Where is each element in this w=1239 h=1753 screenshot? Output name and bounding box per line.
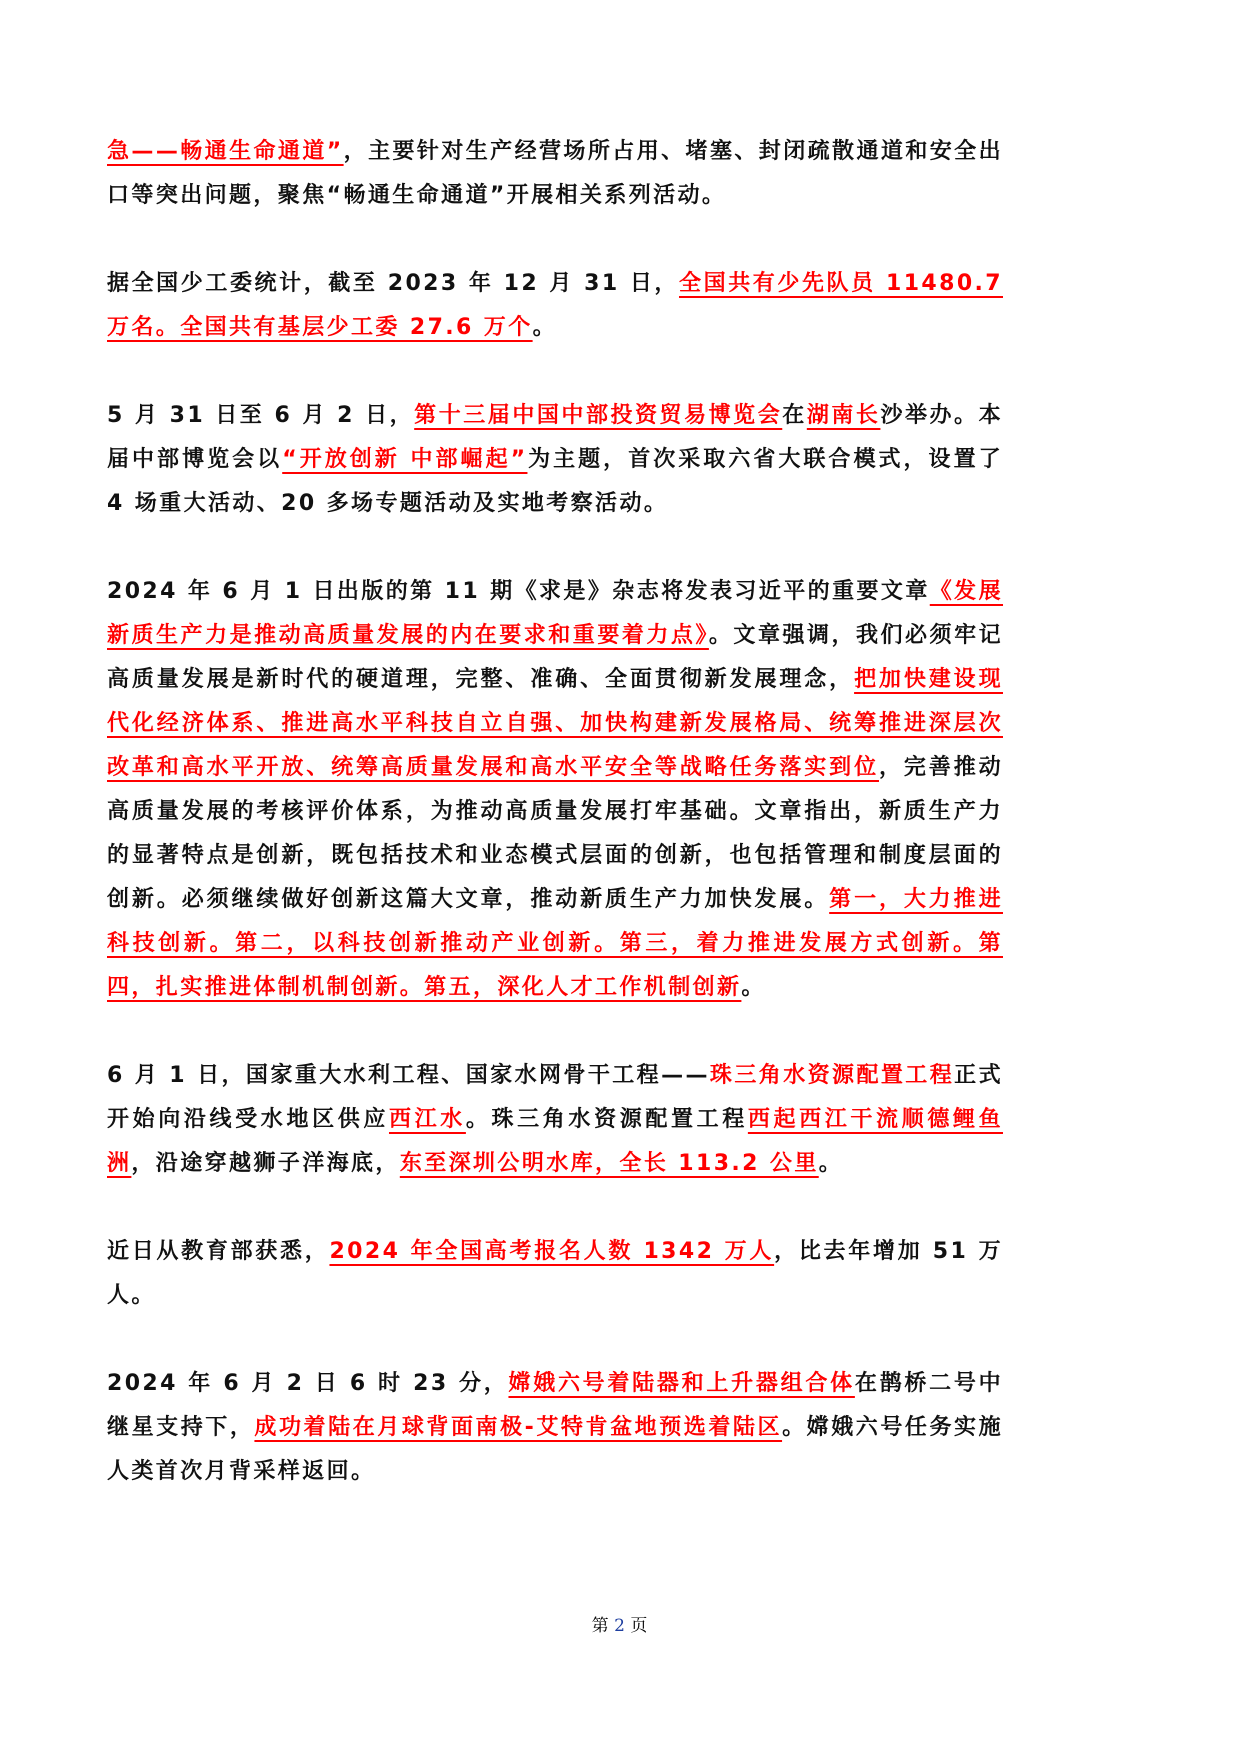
red-text: 珠三角水资源配置工程: [709, 1063, 955, 1088]
highlight-text: 2024 年全国高考报名人数 1342 万人: [329, 1239, 775, 1264]
body-text: 2024 年 6 月 2 日 6 时 23 分，: [107, 1371, 509, 1396]
document-page: [107, 130, 1003, 1538]
highlight-text: 成功着陆在月球背面南极-艾特肯盆地预选着陆区: [254, 1415, 783, 1440]
body-text: 近日从教育部获悉，: [107, 1239, 330, 1264]
highlight-text: 嫦娥六号着陆器和上升器组合体: [508, 1371, 855, 1396]
highlight-text: 第十三届中国中部投资贸易博览会: [414, 403, 783, 428]
body-text: 为主题，首次采取六省大联合模式，设置了 4 场重大活动、20 多场专题活动及实地考察活动。: [107, 447, 1003, 516]
body-text: 5 月 31 日至 6 月 2 日，: [107, 403, 415, 428]
page-label-suffix: 页: [630, 1616, 648, 1636]
paragraph-gaokao: [107, 1230, 1003, 1318]
page-footer: [0, 1611, 1239, 1636]
body-text: ，比去年增加 51 万人。: [107, 1239, 1003, 1308]
paragraph-water-project: [107, 1054, 1003, 1186]
body-text: 据全国少工委统计，截至 2023 年 12 月 31 日，: [107, 271, 680, 296]
highlight-text: 西起西江干流顺德鲤鱼洲: [107, 1107, 1003, 1176]
body-text: ，沿途穿越狮子洋海底，: [131, 1151, 400, 1176]
page-label-prefix: 第: [591, 1616, 609, 1636]
body-text: 。: [741, 975, 766, 1000]
highlight-text: 东至深圳公明水库，全长 113.2 公里: [399, 1151, 819, 1176]
highlight-text: “开放创新 中部崛起”: [282, 447, 528, 472]
paragraph-fire-safety: [107, 130, 1003, 218]
body-text: 。文章强调，我们必须牢记高质量发展是新时代的硬道理，完整、准确、全面贯彻新发展理念，: [107, 623, 1003, 692]
paragraph-qiushi-article: [107, 570, 1003, 1010]
paragraph-change6: [107, 1362, 1003, 1494]
body-text: ，完善推动高质量发展的考核评价体系，为推动高质量发展打牢基础。文章指出，新质生产力的显著特点是创新，既包括技术和业态模式层面的创新，也包括管理和制度层面的创新。必须继续做好创新这篇大文章，推动新质生产力加快发展。: [107, 755, 1003, 912]
highlight-text: 西江水: [388, 1107, 466, 1132]
body-text: 。: [818, 1151, 844, 1176]
page-number: 2: [614, 1616, 625, 1636]
highlight-text: 急——畅通生命通道”: [107, 139, 344, 164]
highlight-text: 全国共有少先队员 11480.7 万名。全国共有基层少工委 27.6 万个: [107, 271, 1003, 340]
body-text: 沙举办。本届中部博览会以: [107, 403, 1003, 472]
highlight-text: 第一，大力推进科技创新。第二，以科技创新推动产业创新。第三，着力推进发展方式创新。第四，扎实推进体制机制创新。第五，深化人才工作机制创新: [107, 887, 1003, 1000]
body-text: ，主要针对生产经营场所占用、堵塞、封闭疏散通道和安全出口等突出问题，聚焦“畅通生命通道”开展相关系列活动。: [107, 139, 1003, 208]
body-text: 2024 年 6 月 1 日出版的第 11 期《求是》杂志将发表习近平的重要文章: [107, 579, 930, 604]
body-text: 6 月 1 日，国家重大水利工程、国家水网骨干工程——: [107, 1063, 710, 1088]
body-text: 。: [532, 315, 558, 340]
paragraph-central-expo: [107, 394, 1003, 526]
body-text: 。嫦娥六号任务实施人类首次月背采样返回。: [107, 1415, 1004, 1484]
body-text: 。珠三角水资源配置工程: [465, 1107, 748, 1132]
body-text: 在鹊桥二号中继星支持下，: [107, 1371, 1003, 1440]
highlight-text: 把加快建设现代化经济体系、推进高水平科技自立自强、加快构建新发展格局、统筹推进深层次改革和高水平开放、统筹高质量发展和高水平安全等战略任务落实到位: [107, 667, 1003, 780]
body-text: 在: [782, 403, 807, 428]
paragraph-young-pioneers: [107, 262, 1003, 350]
highlight-text: 湖南长: [806, 403, 881, 428]
body-text: 正式开始向沿线受水地区供应: [107, 1063, 1003, 1132]
highlight-text: 《发展新质生产力是推动高质量发展的内在要求和重要着力点》: [107, 579, 1004, 648]
